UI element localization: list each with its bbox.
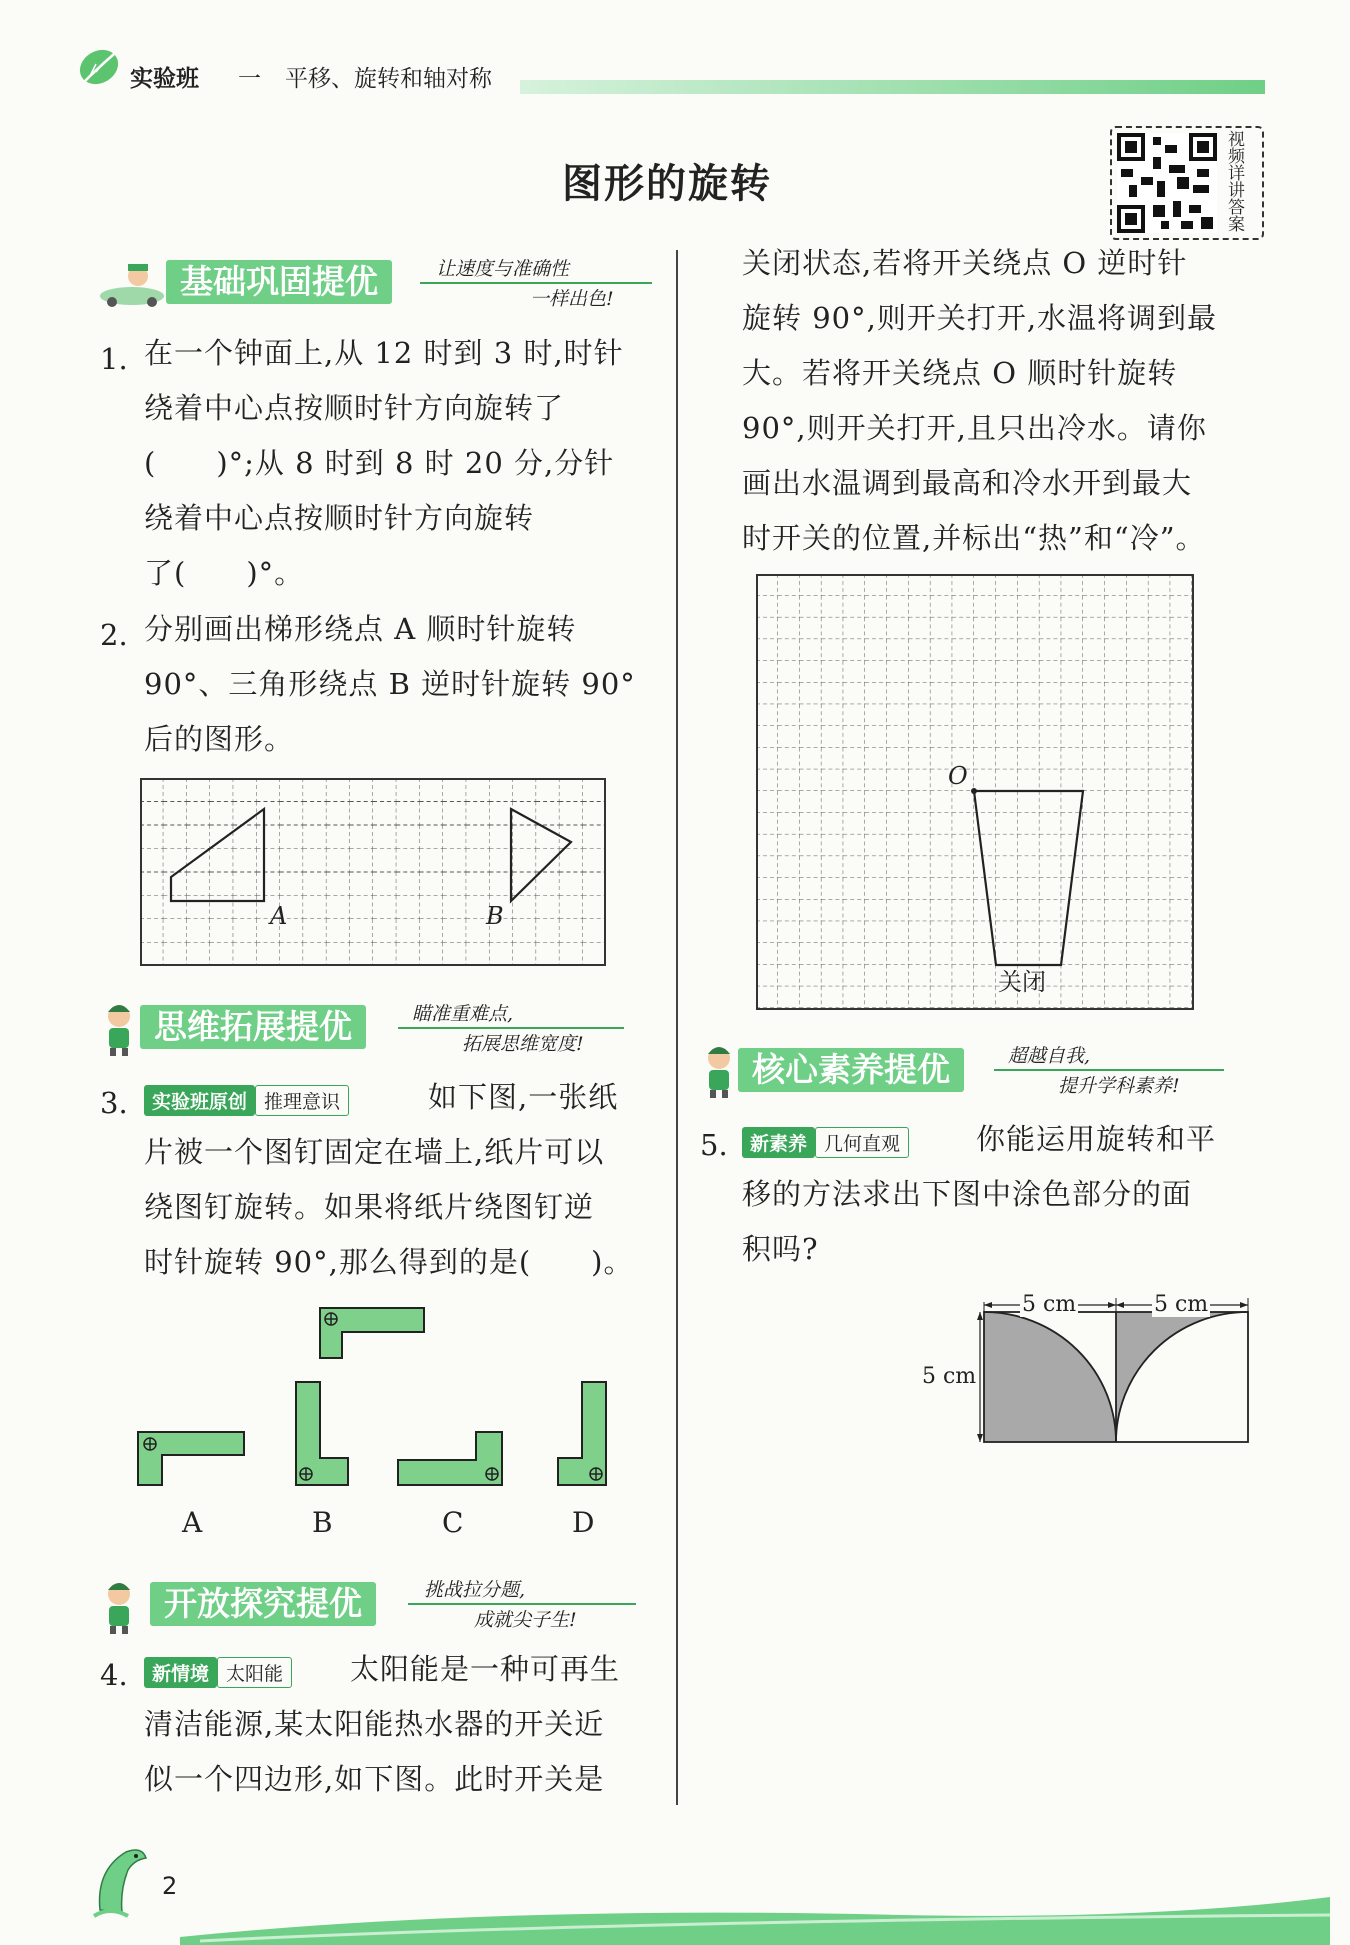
q5-dim-top-right: 5 cm	[1154, 1292, 1209, 1317]
qr-code-icon	[1117, 133, 1217, 233]
q4-line: 关闭状态,若将开关绕点 O 逆时针	[742, 246, 1188, 280]
q4-line: 大。若将开关绕点 O 顺时针旋转	[742, 356, 1178, 390]
mascot-kid-icon	[96, 1000, 142, 1058]
header-stripe	[520, 80, 1265, 94]
q4-line: 画出水温调到最高和冷水开到最大	[742, 466, 1193, 500]
leaf-logo-icon	[76, 46, 122, 88]
q4-grid[interactable]	[756, 574, 1194, 1010]
q1-line: 了( )°。	[144, 556, 305, 590]
q4-text-right	[742, 236, 1262, 566]
section-slogan-thinking-2: 拓展思维宽度!	[462, 1033, 584, 1055]
option-a-shape	[138, 1432, 244, 1485]
section-banner-basic: 基础巩固提优	[166, 260, 392, 304]
option-c-label[interactable]: C	[442, 1506, 464, 1539]
page-title: 图形的旋转	[562, 161, 772, 207]
option-c-shape	[398, 1432, 502, 1485]
q2-label-a: A	[270, 902, 288, 930]
q3-figures	[130, 1300, 630, 1500]
q5-dim-top-left: 5 cm	[1022, 1292, 1077, 1317]
header-dash: 一	[238, 66, 261, 92]
header	[0, 0, 1350, 110]
slogan-underline	[408, 1603, 636, 1605]
option-d-label[interactable]: D	[572, 1506, 595, 1539]
footer-wave	[0, 1875, 1350, 1945]
section-slogan-core-1: 超越自我,	[1008, 1045, 1091, 1067]
q4-line: 旋转 90°,则开关打开,水温将调到最	[742, 301, 1218, 335]
q4-line: 时开关的位置,并标出“热”和“冷”。	[742, 521, 1206, 555]
q4-text-left	[144, 1697, 664, 1807]
q1-text	[144, 326, 654, 601]
section-banner-thinking: 思维拓展提优	[140, 1005, 366, 1049]
mascot-kid-icon	[696, 1042, 742, 1100]
option-b-shape	[296, 1382, 348, 1485]
q5-line: 积吗?	[742, 1232, 819, 1266]
q4-label-o: O	[948, 762, 968, 790]
slogan-underline	[994, 1069, 1224, 1071]
header-series: 实验班	[130, 66, 199, 92]
q5-line-first: 你能运用旋转和平	[976, 1122, 1217, 1156]
q2-line: 分别画出梯形绕点 A 顺时针旋转	[144, 612, 577, 646]
header-unit: 平移、旋转和轴对称	[285, 66, 492, 92]
section-slogan-open-1: 挑战拉分题,	[424, 1579, 526, 1601]
q5-tags	[742, 1127, 917, 1158]
slogan-underline	[398, 1027, 624, 1029]
q4-line: 清洁能源,某太阳能热水器的开关近	[144, 1707, 605, 1741]
q1-line: 绕着中心点按顺时针方向旋转	[144, 501, 535, 535]
option-b-label[interactable]: B	[312, 1506, 333, 1539]
section-slogan-basic-2: 一样出色!	[530, 288, 614, 310]
q3-number: 3.	[100, 1086, 128, 1120]
q3-text	[144, 1125, 664, 1290]
q3-line-first: 如下图,一张纸	[428, 1080, 619, 1114]
q4-line: 90°,则开关打开,且只出冷水。请你	[742, 411, 1207, 445]
q3-tag-original: 实验班原创	[144, 1085, 255, 1116]
q1-line: 在一个钟面上,从 12 时到 3 时,时针	[144, 336, 624, 370]
q4-line: 似一个四边形,如下图。此时开关是	[144, 1762, 605, 1796]
q5-figure	[960, 1290, 1260, 1450]
q2-line: 后的图形。	[144, 722, 295, 756]
q5-text	[742, 1167, 1262, 1277]
q3-line: 绕图钉旋转。如果将纸片绕图钉逆	[144, 1190, 595, 1224]
shaded-region-right	[1116, 1312, 1248, 1442]
q4-line-first: 太阳能是一种可再生	[350, 1652, 621, 1686]
q4-tags	[144, 1657, 300, 1688]
q4-tag-context: 新情境	[144, 1657, 217, 1688]
q5-tag-literacy: 新素养	[742, 1127, 815, 1158]
option-a-label[interactable]: A	[182, 1506, 203, 1539]
section-slogan-open-2: 成就尖子生!	[474, 1609, 577, 1631]
q1-line: 绕着中心点按顺时针方向旋转了	[144, 391, 565, 425]
page-number: 2	[162, 1872, 178, 1900]
section-slogan-core-2: 提升学科素养!	[1058, 1075, 1180, 1097]
q5-tag-geometry: 几何直观	[815, 1127, 909, 1158]
option-d-shape	[558, 1382, 606, 1485]
q2-line: 90°、三角形绕点 B 逆时针旋转 90°	[144, 667, 636, 701]
qr-caption: 视频详讲答案	[1228, 130, 1245, 235]
q4-number: 4.	[100, 1658, 128, 1692]
q5-line: 移的方法求出下图中涂色部分的面	[742, 1177, 1193, 1211]
original-card-shape	[320, 1308, 424, 1358]
q1-number: 1.	[100, 342, 128, 376]
q3-line: 片被一个图钉固定在墙上,纸片可以	[144, 1135, 605, 1169]
q2-grid[interactable]	[140, 778, 606, 966]
column-divider	[676, 250, 678, 1805]
section-banner-open: 开放探究提优	[150, 1582, 376, 1626]
slogan-underline	[420, 282, 652, 284]
q3-tags	[144, 1085, 357, 1116]
q1-line: ( )°;从 8 时到 8 时 20 分,分针	[144, 446, 615, 480]
q2-text	[144, 602, 654, 767]
qr-code[interactable]	[1110, 126, 1264, 240]
mascot-kid-icon	[96, 1578, 142, 1636]
shaded-region-left	[984, 1312, 1116, 1442]
q3-line: 时针旋转 90°,那么得到的是( )。	[144, 1245, 634, 1279]
mascot-car-icon	[96, 262, 168, 308]
q2-label-b: B	[486, 902, 504, 930]
section-slogan-thinking-1: 瞄准重难点,	[412, 1003, 514, 1025]
point-o-dot	[971, 788, 977, 794]
q4-tag-solar: 太阳能	[217, 1657, 292, 1688]
q5-dim-left: 5 cm	[922, 1364, 977, 1389]
section-banner-core: 核心素养提优	[738, 1048, 964, 1092]
section-slogan-basic-1: 让速度与准确性	[436, 258, 570, 280]
q4-label-closed: 关闭	[998, 968, 1046, 996]
q3-tag-reasoning: 推理意识	[255, 1085, 349, 1116]
q5-number: 5.	[700, 1128, 728, 1162]
q2-number: 2.	[100, 618, 128, 652]
